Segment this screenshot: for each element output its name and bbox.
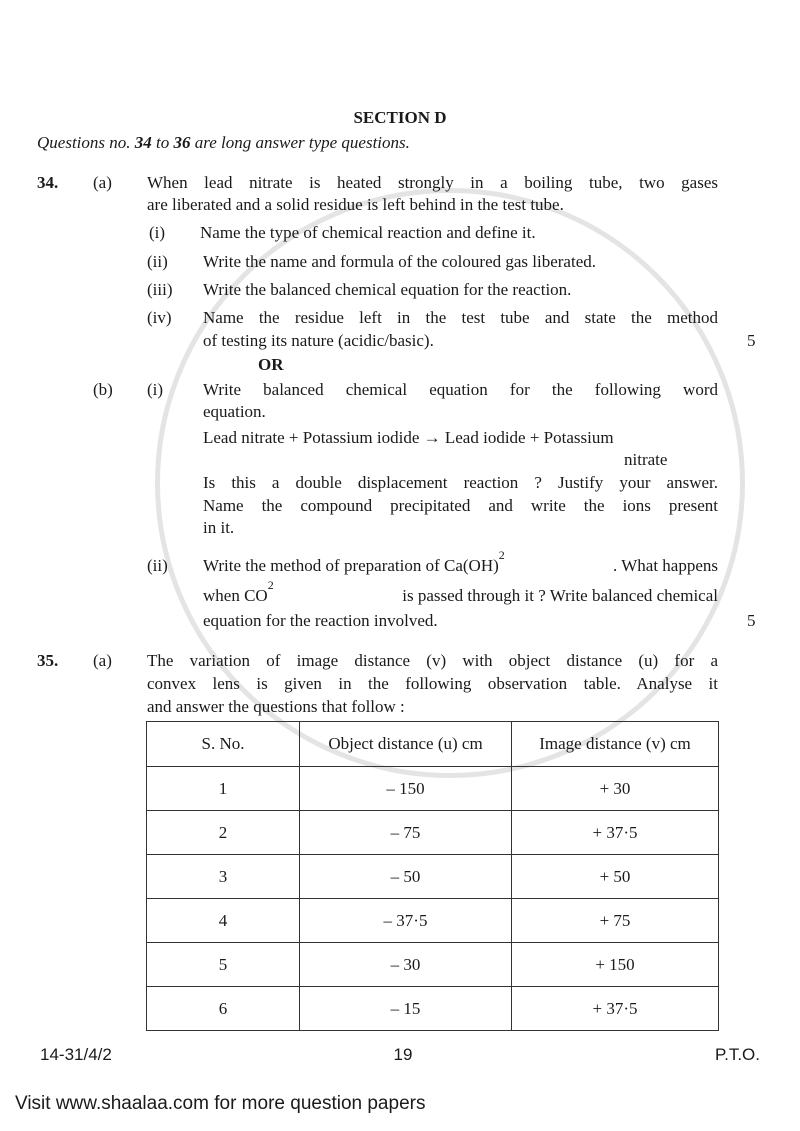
table-cell: – 15: [300, 987, 512, 1031]
paper-code: 14-31/4/2: [40, 1045, 112, 1064]
table-row: [147, 811, 719, 855]
text: Write the method of preparation of Ca(OH): [203, 556, 499, 575]
table-cell: – 50: [300, 855, 512, 899]
subpart-text: Write balanced chemical equation for the following word: [203, 380, 718, 399]
instr-num: 34: [134, 133, 152, 152]
table-row: [147, 767, 719, 811]
part-label: (a): [93, 651, 112, 670]
pto: P.T.O.: [714, 1045, 760, 1064]
subpart-text: equation.: [203, 402, 266, 421]
question-number: 34.: [37, 173, 59, 192]
table-cell: + 150: [512, 943, 719, 987]
instr-text: are long answer type questions.: [190, 133, 410, 152]
question-text: and answer the questions that follow :: [147, 697, 405, 716]
question-text: are liberated and a solid residue is left behind in the test tube.: [147, 195, 564, 214]
subpart-label: (iv): [147, 308, 172, 327]
table-row: [147, 899, 719, 943]
subpart-label: (i): [149, 223, 166, 242]
table-cell: 4: [147, 899, 300, 943]
subpart-text: equation for the reaction involved.: [203, 611, 438, 630]
subpart-label: (ii): [147, 556, 168, 575]
table-row: [147, 943, 719, 987]
table-row: [147, 987, 719, 1031]
table-cell: 6: [147, 987, 300, 1031]
table-cell: + 30: [512, 767, 719, 811]
table-header-row: [147, 722, 719, 767]
table-cell: – 30: [300, 943, 512, 987]
section-title: SECTION D: [353, 108, 447, 127]
table-cell: – 150: [300, 767, 512, 811]
question-number: 35.: [37, 651, 59, 670]
table-cell: – 37·5: [300, 899, 512, 943]
word-equation: Lead nitrate + Potassium iodide → Lead iodide + Potassium: [203, 428, 614, 447]
subpart-text: Name the type of chemical reaction and define it.: [200, 223, 536, 242]
instr-text: to: [151, 133, 174, 152]
table-cell: – 75: [300, 811, 512, 855]
promo-banner: Visit www.shaalaa.com for more question papers: [15, 1093, 426, 1114]
table-cell: 1: [147, 767, 300, 811]
part-label: (b): [93, 380, 113, 399]
table-cell: 2: [147, 811, 300, 855]
subpart-text: Name the residue left in the test tube and state the method: [203, 308, 718, 327]
table-row: [147, 855, 719, 899]
text: is passed through it ? Write balanced chemical: [397, 586, 718, 605]
marks: 5: [747, 611, 756, 630]
question-text: When lead nitrate is heated strongly in a boiling tube, two gases: [147, 173, 718, 192]
subpart-text: Name the compound precipitated and write the ions present: [203, 496, 718, 515]
table-cell: + 75: [512, 899, 719, 943]
word-equation: nitrate: [624, 450, 668, 469]
subpart-text: in it.: [203, 518, 235, 537]
part-label: (a): [93, 173, 112, 192]
instr-text: Questions no.: [37, 133, 135, 152]
table-cell: 5: [147, 943, 300, 987]
table-cell: + 50: [512, 855, 719, 899]
subscript: 2: [267, 578, 274, 592]
question-text: convex lens is given in the following observation table. Analyse it: [147, 674, 718, 693]
text: . What happens: [613, 556, 718, 575]
subscript: 2: [498, 548, 505, 562]
subpart-label: (ii): [147, 252, 168, 271]
table-cell: + 37·5: [512, 811, 719, 855]
subpart-text: [203, 578, 718, 607]
header-cell: Object distance (u) cm: [300, 722, 512, 767]
subpart-text: [203, 548, 718, 577]
subpart-label: (iii): [147, 280, 173, 299]
observation-table: [146, 721, 719, 1031]
instructions: [37, 132, 410, 154]
instr-num: 36: [173, 133, 191, 152]
header-cell: Image distance (v) cm: [512, 722, 719, 767]
subpart-text: Is this a double displacement reaction ? Justify your answer.: [203, 473, 718, 492]
subpart-text: Write the name and formula of the coloured gas liberated.: [203, 252, 596, 271]
table-cell: + 37·5: [512, 987, 719, 1031]
page-number: 19: [393, 1045, 413, 1064]
text: when CO: [203, 586, 268, 605]
marks: 5: [747, 331, 756, 350]
table-cell: 3: [147, 855, 300, 899]
question-text: The variation of image distance (v) with object distance (u) for a: [147, 651, 718, 670]
subpart-text: of testing its nature (acidic/basic).: [203, 331, 434, 350]
subpart-text: Write the balanced chemical equation for the reaction.: [203, 280, 572, 299]
subpart-label: (i): [147, 380, 164, 399]
header-cell: S. No.: [147, 722, 300, 767]
or-separator: OR: [258, 355, 284, 374]
